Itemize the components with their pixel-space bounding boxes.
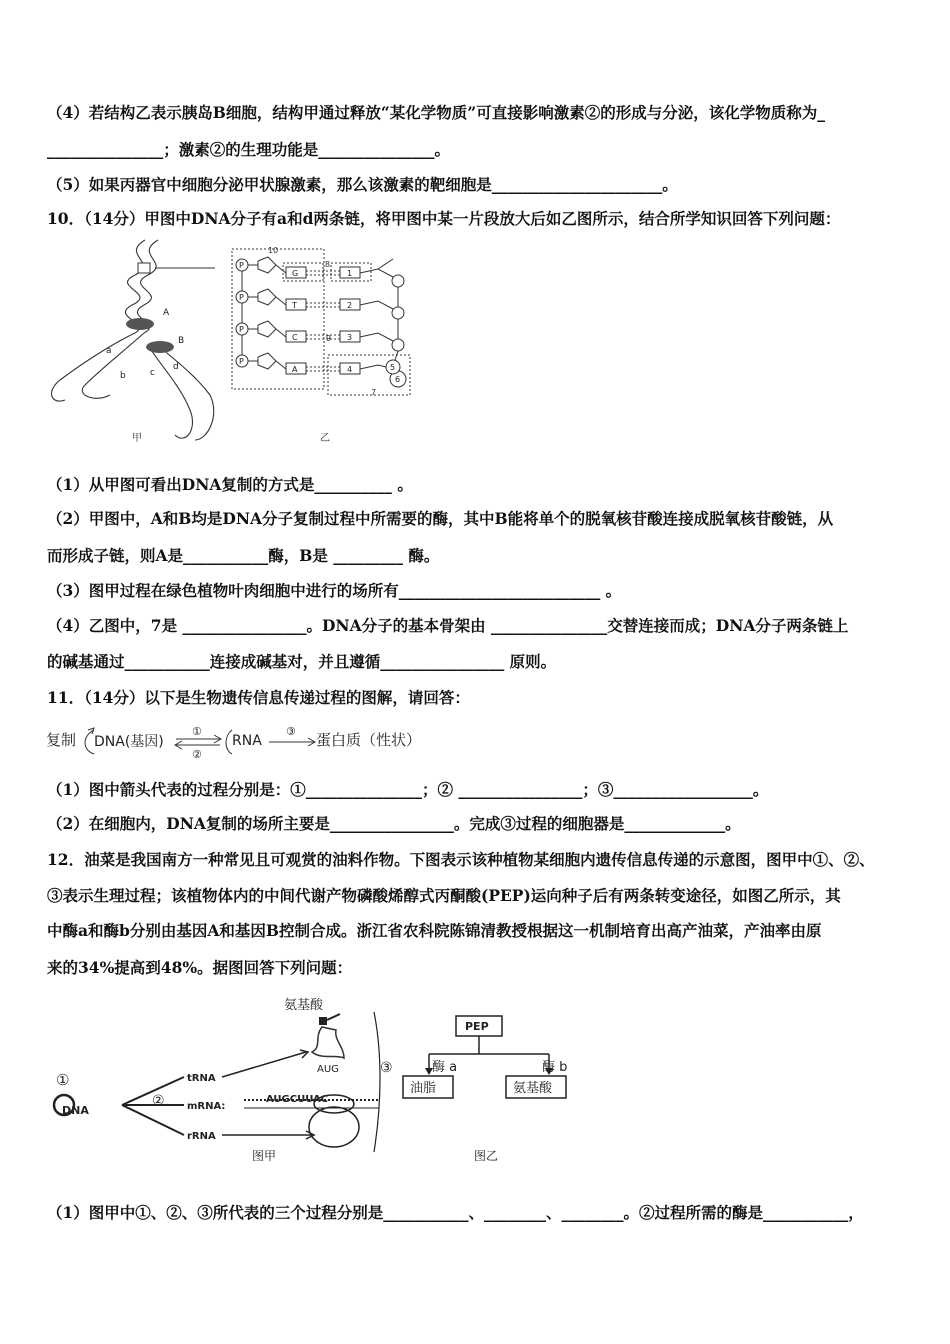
q10-part3: （3）图甲过程在绿色植物叶肉细胞中进行的场所有__________________________ 。 (47, 581, 622, 600)
fig-yi-phosphate-1: P (239, 261, 244, 270)
fig12-step3-label: ③ (380, 1060, 393, 1076)
q11-dna-label: DNA(基因) (94, 734, 164, 750)
q9-part5: （5）如果丙器官中细胞分泌甲状腺激素，那么该激素的靶细胞是______________________。 (47, 175, 678, 194)
q11-arrow1-label: ① (192, 725, 202, 738)
fig-yi12-pep-label: PEP (465, 1020, 489, 1033)
fig-yi12-caption: 图乙 (474, 1149, 499, 1163)
fig12-aug-label: AUG (317, 1064, 339, 1075)
fig12-jia-caption: 图甲 (252, 1149, 277, 1163)
fig-yi-caption: 乙 (320, 433, 330, 444)
q10-part2-line2: 而形成子链，则A是___________酶，B是 _________ 酶。 (47, 546, 440, 565)
fig-yi-base-G: G (292, 269, 299, 278)
q11-protein-label: 蛋白质（性状） (316, 731, 422, 749)
fig-yi12-oil-label: 油脂 (410, 1081, 437, 1096)
q11-replicate-label: 复制 (46, 731, 77, 749)
q9-part4-line1: （4）若结构乙表示胰岛B细胞，结构甲通过释放“某化学物质”可直接影响激素②的形成与分泌，该化学物质称为_ (47, 103, 825, 122)
fig-yi-label-7: 7 (371, 388, 377, 397)
fig12-amino-label: 氨基酸 (284, 998, 324, 1013)
q10-figure-jia (40, 235, 230, 450)
fig-yi-label-5: 5 (390, 363, 396, 372)
fig-jia-label-b: b (120, 371, 126, 381)
fig12-dna-label: DNA (62, 1104, 89, 1117)
q11-part2: （2）在细胞内，DNA复制的场所主要是________________。完成③过程的细胞器是_____________。 (47, 814, 741, 833)
q10-part4-line1: （4）乙图中，7是 ________________。DNA分子的基本骨架由 _______________交替连接而成；DNA分子两条链上 (47, 616, 849, 635)
q11-rna-label: RNA (232, 733, 262, 749)
fig12-trna-label: tRNA (187, 1073, 216, 1084)
fig-yi-num-3: 3 (347, 333, 353, 342)
fig12-step1-label: ① (56, 1071, 70, 1089)
fig-yi-phosphate-3: P (239, 325, 244, 334)
q9-part4-line2: _______________；激素②的生理功能是_______________。 (47, 140, 451, 159)
fig-yi12-enzyme-b-label: 酶 b (542, 1060, 568, 1075)
fig12-sequence-label: AUGCUUAC (266, 1094, 329, 1105)
q11-arrow3-label: ③ (286, 725, 296, 738)
q11-part1: （1）图中箭头代表的过程分别是：①_______________；② ________________；③__________________。 (47, 780, 769, 799)
q11-arrow2-label: ② (192, 748, 202, 760)
q11-flow-diagram (44, 720, 444, 760)
fig-jia-label-B: B (178, 336, 185, 346)
fig12-step2-label: ② (152, 1093, 165, 1109)
q12-figure-yi (396, 1014, 596, 1169)
fig-yi-label-10: 10 (268, 246, 279, 255)
q10-part2-line1: （2）甲图中，A和B均是DNA分子复制过程中所需要的酶，其中B能将单个的脱氧核苷酸连接成脱氧核苷酸链，从 (47, 509, 834, 528)
q12-line1: 12．油菜是我国南方一种常见且可观赏的油料作物。下图表示该种植物某细胞内遗传信息传递的示意图，图甲中①、②、 (47, 850, 875, 869)
q12-line4: 来的34%提高到48%。据图回答下列问题： (47, 958, 353, 977)
fig-yi-base-T: T (292, 301, 297, 310)
q11-header: 11．（14分）以下是生物遗传信息传递过程的图解，请回答： (47, 688, 470, 707)
fig-yi12-amino-label: 氨基酸 (513, 1081, 553, 1096)
q12-line2: ③表示生理过程；该植物体内的中间代谢产物磷酸烯醇式丙酮酸(PEP)运向种子后有两条转变途径，如图乙所示，其 (47, 886, 841, 905)
fig-yi-num-1: 1 (347, 269, 353, 278)
fig-yi12-enzyme-a-label: 酶 a (432, 1060, 458, 1075)
q10-part4-line2: 的碱基通过___________连接成碱基对，并且遵循________________ 原则。 (47, 652, 557, 671)
fig-yi-num-2: 2 (347, 301, 353, 310)
fig-jia-label-a: a (106, 346, 112, 356)
fig-yi-label-6: 6 (395, 375, 401, 384)
fig-jia-label-d: d (173, 362, 179, 372)
q12-part1: （1）图甲中①、②、③所代表的三个过程分别是___________、________、________。②过程所需的酶是___________， (47, 1203, 864, 1222)
q10-figure-yi (228, 243, 418, 448)
fig-yi-phosphate-2: P (239, 293, 244, 302)
fig-jia-label-A: A (163, 308, 170, 318)
fig-yi-label-9: 9 (326, 334, 332, 343)
fig-yi-num-4: 4 (347, 365, 353, 374)
q12-figure-jia (44, 992, 394, 1167)
fig-jia-label-c: c (150, 368, 155, 378)
fig-yi-phosphate-4: P (239, 357, 244, 366)
fig-jia-caption: 甲 (132, 433, 142, 444)
q12-line3: 中酶a和酶b分别由基因A和基因B控制合成。浙江省农科院陈锦清教授根据这一机制培育出高产油菜，产油率由原 (47, 921, 822, 940)
fig12-mrna-label: mRNA: (187, 1101, 226, 1112)
fig-yi-label-8: 8 (325, 260, 331, 269)
fig12-rrna-label: rRNA (187, 1131, 216, 1142)
q10-part1: （1）从甲图可看出DNA复制的方式是__________ 。 (47, 475, 413, 494)
fig-yi-base-A: A (292, 365, 298, 374)
q10-header: 10．（14分）甲图中DNA分子有a和d两条链，将甲图中某一片段放大后如乙图所示，结合所学知识回答下列问题： (47, 209, 841, 228)
fig-yi-base-C: C (292, 333, 298, 342)
